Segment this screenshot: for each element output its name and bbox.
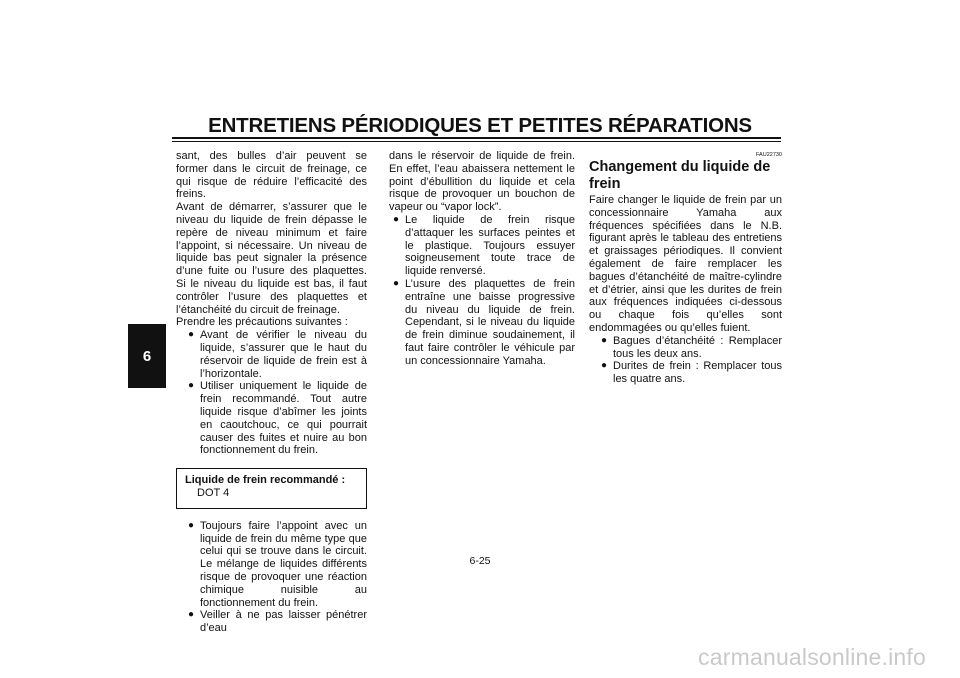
reference-code: FAU22730 (756, 152, 782, 158)
bullet-icon: ● (393, 213, 400, 225)
bullet-icon: ● (601, 360, 608, 372)
box-title: Liquide de frein recommandé : (185, 474, 346, 487)
page-number: 6-25 (469, 555, 491, 567)
bullet-text: Toujours faire l’appoint avec un liquide de frein du même type que celui qui se trouve dans le circuit. Le mélange de liquides différents risque de provoquer une réaction chimique nuisible au fonctionnement du frein. (200, 519, 367, 609)
bullet-icon: ● (188, 519, 195, 531)
header-rule-thin (172, 141, 781, 142)
page-header-title: ENTRETIENS PÉRIODIQUES ET PETITES RÉPARATIONS (208, 114, 752, 137)
bullet-icon: ● (188, 329, 195, 341)
bullet-text: Le liquide de frein risque d’attaquer les surfaces peintes et le plastique. Toujours essuyer soigneusement toute trace de liquide renversé. (405, 213, 575, 278)
bullet-item (184, 329, 367, 380)
bullet-item (597, 335, 782, 361)
box-value: DOT 4 (197, 486, 230, 499)
paragraph: sant, des bulles d’air peuvent se former dans le circuit de freinage, ce qui risque de réduire l’efficacité des freins. (176, 150, 367, 201)
column-right (589, 150, 782, 386)
bullet-item (597, 360, 782, 386)
bullet-icon: ● (601, 334, 608, 346)
bullet-icon: ● (188, 380, 195, 392)
bullet-icon: ● (393, 277, 400, 289)
paragraph: Avant de démarrer, s’assurer que le niveau du liquide de frein dépasse le repère de niveau minimum et faire l’appoint, si nécessaire. Un niveau de liquide bas peut signaler la présence d’une fuite ou l’usure des plaquettes. Si le niveau du liquide est bas, il faut contrôler l’usure des plaquettes et l’étanchéité du circuit de freinage. (176, 201, 367, 316)
bullet-icon: ● (188, 609, 195, 621)
chapter-tab: 6 (128, 324, 166, 388)
bullet-text: Bagues d’étanchéité : Remplacer tous les deux ans. (613, 334, 782, 360)
bullet-text: Durites de frein : Remplacer tous les quatre ans. (613, 360, 782, 386)
section-title: Changement du liquide de frein (589, 159, 771, 192)
bullet-text: Veiller à ne pas laisser pénétrer d’eau (200, 609, 367, 635)
paragraph: Faire changer le liquide de frein par un concessionnaire Yamaha aux fréquences spécifiées dans le N.B. figurant après le tableau des entretiens et graissages périodiques. Il convient également de faire remplacer les bagues d’étanchéité de maître-cylindre et d’étrier, ainsi que les durites de frein aux fréquences indiquées ci-dessous ou chaque fois qu’elles sont endommagées ou qu’elles fuient. (589, 194, 782, 334)
column-middle (389, 150, 575, 368)
bullet-item (184, 380, 367, 457)
bullet-text: L’usure des plaquettes de frein entraîne une baisse progressive du niveau du liquide de frein. Cependant, si le niveau du liquide de frein diminue soudainement, il faut faire contrôler le véhicule par un concessionnaire Yamaha. (405, 277, 575, 367)
recommended-fluid-box (176, 468, 367, 509)
header-rule (172, 137, 781, 139)
bullet-item (389, 278, 575, 368)
paragraph: dans le réservoir de liquide de frein. En effet, l’eau abaissera nettement le point d’ébullition du liquide et cela risque de provoquer un bouchon de vapeur ou “vapor lock”. (389, 150, 575, 214)
watermark: carmanualsonline.info (698, 644, 926, 670)
bullet-item (389, 214, 575, 278)
bullet-item (184, 609, 367, 635)
bullet-text: Avant de vérifier le niveau du liquide, s’assurer que le haut du réservoir de liquide de frein est à l’horizontale. (200, 329, 367, 380)
paragraph: Prendre les précautions suivantes : (176, 316, 348, 329)
bullet-text: Utiliser uniquement le liquide de frein recommandé. Tout autre liquide risque d’abîmer les joints en caoutchouc, ce qui pourrait causer des fuites et nuire au bon fonctionnement du frein. (200, 380, 367, 457)
